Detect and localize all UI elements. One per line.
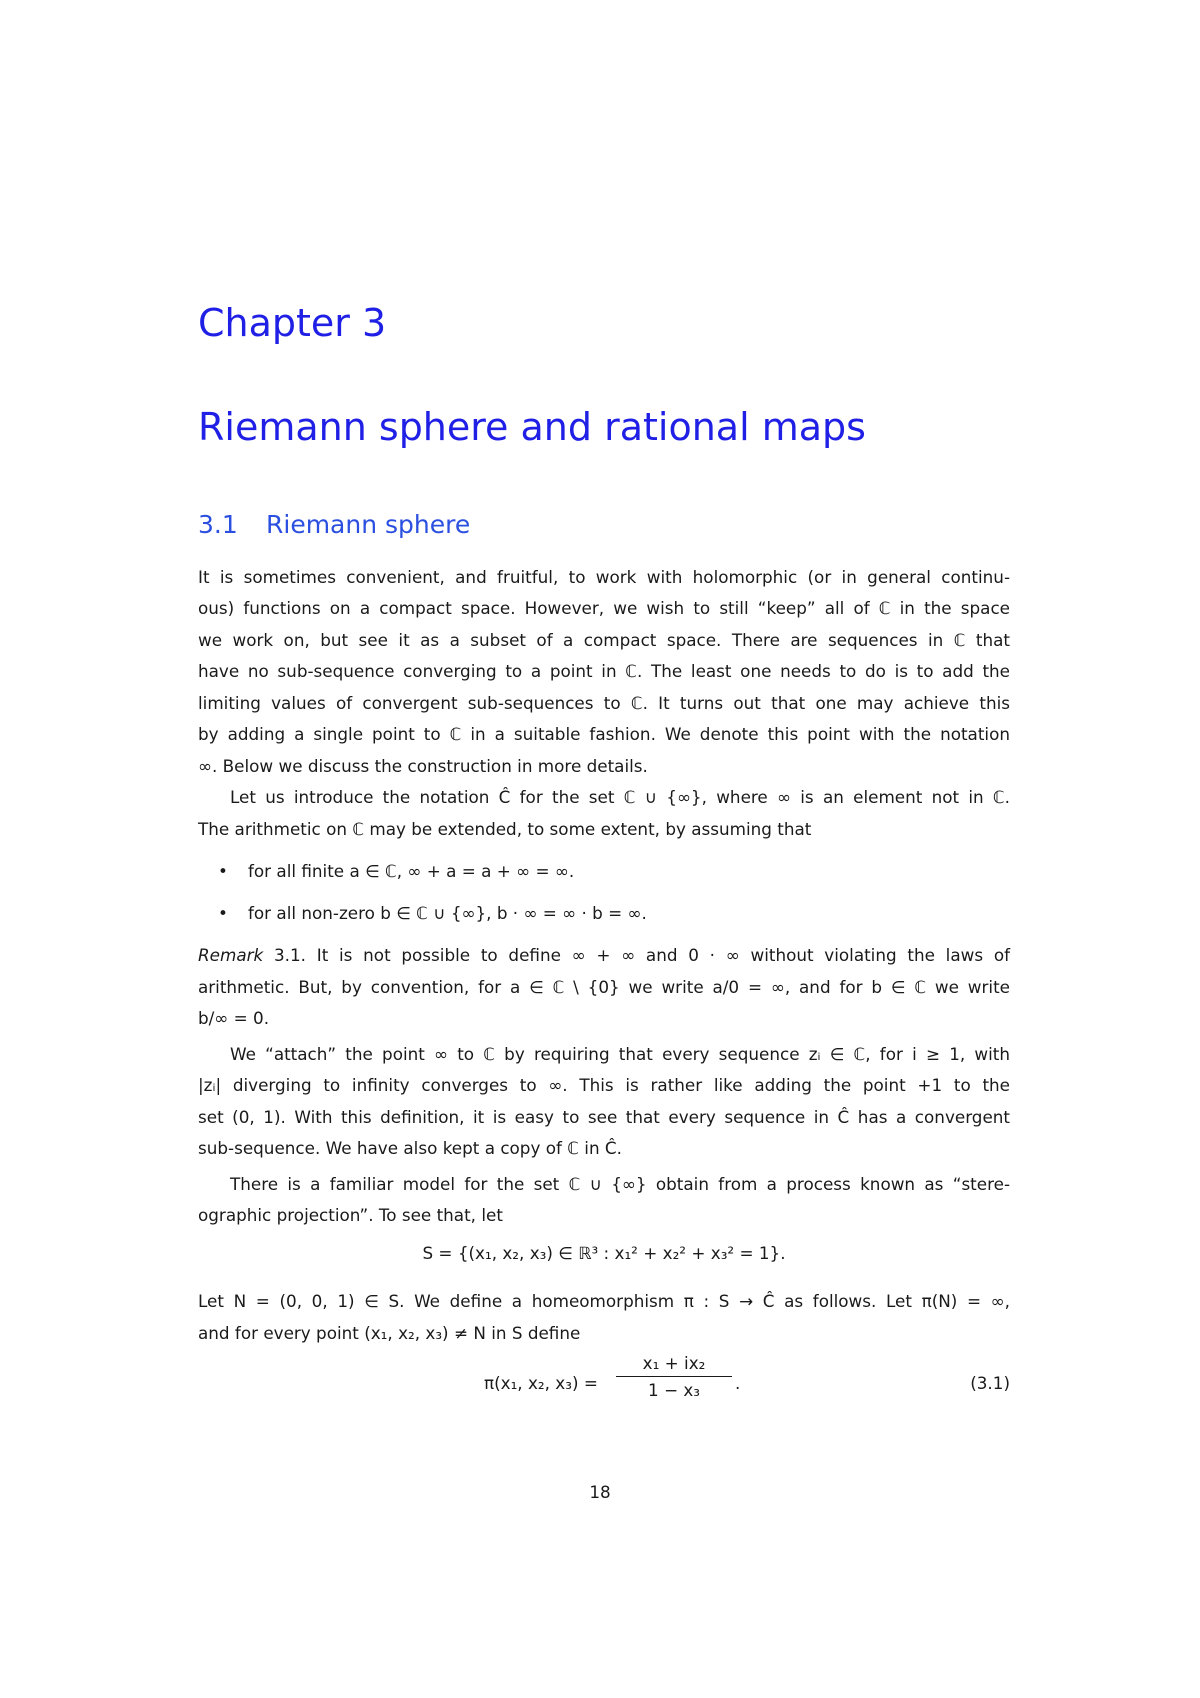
section-heading bbox=[198, 512, 470, 537]
paragraph-line: ographic projection”. To see that, let bbox=[198, 1205, 503, 1225]
fraction-numerator: x₁ + ix₂ bbox=[616, 1352, 732, 1377]
page-number: 18 bbox=[589, 1482, 611, 1502]
paragraph-line: have no sub-sequence converging to a point in ℂ. The least one needs to do is to add the bbox=[198, 661, 1010, 681]
remark-line: b/∞ = 0. bbox=[198, 1008, 270, 1028]
section-number: 3.1 bbox=[198, 510, 238, 539]
bullet-icon: • bbox=[218, 903, 228, 923]
equation-projection bbox=[198, 1352, 1010, 1412]
paragraph-line: we work on, but see it as a subset of a compact space. There are sequences in ℂ that bbox=[198, 630, 1010, 650]
equation-sphere: S = {(x₁, x₂, x₃) ∈ ℝ³ : x₁² + x₂² + x₃² = 1}. bbox=[422, 1243, 786, 1263]
paragraph-line: by adding a single point to ℂ in a suitable fashion. We denote this point with the notation bbox=[198, 724, 1010, 744]
paragraph-line: There is a familiar model for the set ℂ ∪ {∞} obtain from a process known as “stere- bbox=[230, 1174, 1010, 1194]
equation-number: (3.1) bbox=[970, 1373, 1010, 1393]
chapter-label: Chapter 3 bbox=[198, 301, 387, 345]
paragraph-line: and for every point (x₁, x₂, x₃) ≠ N in S define bbox=[198, 1323, 581, 1343]
remark-line: Remark 3.1. It is not possible to define ∞ + ∞ and 0 · ∞ without violating the laws of bbox=[198, 945, 1010, 965]
paragraph-line: We “attach” the point ∞ to ℂ by requiring that every sequence zᵢ ∈ ℂ, for i ≥ 1, with bbox=[230, 1044, 1010, 1064]
list-item: • for all non-zero b ∈ ℂ ∪ {∞}, b · ∞ = ∞ · b = ∞. bbox=[218, 903, 647, 923]
paragraph-line: set (0, 1). With this definition, it is easy to see that every sequence in Ĉ has a convergent bbox=[198, 1107, 1010, 1127]
paragraph-line: ous) functions on a compact space. However, we wish to still “keep” all of ℂ in the space bbox=[198, 598, 1010, 618]
equation-lhs: π(x₁, x₂, x₃) = bbox=[484, 1373, 598, 1393]
remark-label: Remark bbox=[198, 945, 264, 965]
paragraph-line: It is sometimes convenient, and fruitful, to work with holomorphic (or in general continu- bbox=[198, 567, 1010, 587]
equation-end: . bbox=[735, 1373, 741, 1393]
paragraph-line: The arithmetic on ℂ may be extended, to some extent, by assuming that bbox=[198, 819, 812, 839]
bullet-icon: • bbox=[218, 861, 228, 881]
remark-line: arithmetic. But, by convention, for a ∈ ℂ \ {0} we write a/0 = ∞, and for b ∈ ℂ we write bbox=[198, 977, 1010, 997]
section-title: Riemann sphere bbox=[266, 510, 471, 539]
paragraph-line: Let us introduce the notation Ĉ for the set ℂ ∪ {∞}, where ∞ is an element not in ℂ. bbox=[230, 787, 1010, 807]
equation-fraction bbox=[616, 1352, 732, 1401]
paragraph-line: Let N = (0, 0, 1) ∈ S. We define a homeomorphism π : S → Ĉ as follows. Let π(N) = ∞, bbox=[198, 1291, 1010, 1311]
chapter-title: Riemann sphere and rational maps bbox=[198, 405, 866, 449]
paragraph-line: sub-sequence. We have also kept a copy of ℂ in Ĉ. bbox=[198, 1138, 622, 1158]
list-item: • for all finite a ∈ ℂ, ∞ + a = a + ∞ = ∞. bbox=[218, 861, 575, 881]
paragraph-line: ∞. Below we discuss the construction in more details. bbox=[198, 756, 648, 776]
paragraph-line: limiting values of convergent sub-sequences to ℂ. It turns out that one may achieve this bbox=[198, 693, 1010, 713]
fraction-denominator: 1 − x₃ bbox=[647, 1380, 701, 1400]
paragraph-line: |zᵢ| diverging to infinity converges to ∞. This is rather like adding the point +1 to the bbox=[198, 1075, 1010, 1095]
